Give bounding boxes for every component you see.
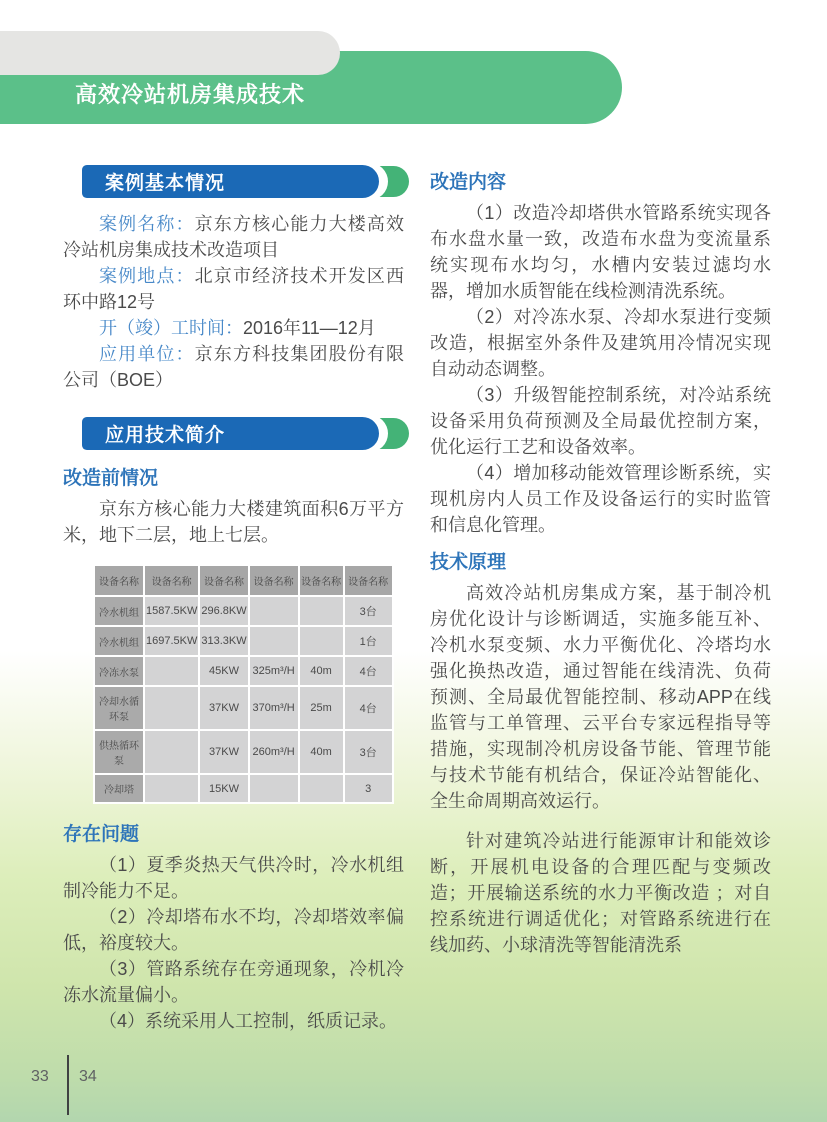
case-info-label: 案例名称：	[99, 214, 195, 234]
case-info-label: 开（竣）工时间：	[99, 318, 243, 338]
problem-item: （4）系统采用人工控制，纸质记录。	[99, 1011, 398, 1031]
table-cell: 1台	[345, 627, 392, 655]
table-cell	[145, 657, 198, 685]
table-header-cell: 设备名称	[345, 566, 392, 595]
problems-list	[63, 852, 404, 1034]
table-header-cell: 设备名称	[145, 566, 198, 595]
table-header-cell: 设备名称	[200, 566, 247, 595]
table-header-cell: 设备名称	[250, 566, 298, 595]
case-info-line: 案例地点：北京市经济技术开发区西环中路12号	[63, 266, 405, 312]
page-number-left: 33	[31, 1068, 49, 1085]
table-cell: 1697.5KW	[145, 627, 198, 655]
page-content	[63, 165, 771, 1034]
table-cell	[250, 597, 298, 625]
renovation-content-heading: 改造内容	[430, 172, 507, 193]
renovation-content-list	[430, 200, 771, 538]
section-banner-case-info	[82, 165, 409, 198]
table-cell: 4台	[345, 657, 392, 685]
footer-divider-line	[67, 1055, 69, 1115]
table-row-label: 冷冻水泵	[95, 657, 143, 685]
renovation-content-item: （2）对冷冻水泵、冷却水泵进行变频改造，根据室外条件及建筑用冷情况实现自动动态调整。	[430, 307, 771, 379]
renovation-content-item: （1）改造冷却塔供水管路系统实现各布水盘水量一致，改造布水盘为变流量系统实现布水均匀，水槽内安装过滤均水器，增加水质智能在线检测清洗系统。	[430, 203, 771, 301]
equipment-table-header-row	[95, 566, 392, 595]
table-cell: 40m	[300, 731, 343, 773]
table-cell: 3	[345, 775, 392, 802]
case-info-label: 案例地点：	[99, 266, 195, 286]
table-row-label: 冷水机组	[95, 597, 143, 625]
table-cell: 313.3KW	[200, 627, 247, 655]
problems-heading: 存在问题	[63, 824, 140, 845]
before-renovation-heading: 改造前情况	[63, 468, 159, 489]
technical-principle-paragraphs	[430, 580, 771, 958]
table-cell: 4台	[345, 687, 392, 729]
table-cell	[145, 731, 198, 773]
section-banner-tech-intro	[82, 417, 409, 450]
table-header-cell: 设备名称	[300, 566, 343, 595]
table-cell	[250, 775, 298, 802]
table-cell: 25m	[300, 687, 343, 729]
table-row	[95, 627, 392, 655]
table-cell: 37KW	[200, 687, 247, 729]
table-row	[95, 775, 392, 802]
table-cell: 3台	[345, 597, 392, 625]
table-cell: 3台	[345, 731, 392, 773]
technical-principle-paragraph: 高效冷站机房集成方案，基于制冷机房优化设计与诊断调适，实施多能互补、冷机水泵变频、水力平衡优化、冷塔均水强化换热改造，通过智能在线清洗、负荷预测、全局最优智能控制、移动APP在线监管与工单管理、云平台专家远程指导等措施，实现制冷机房设备节能、管理节能与技术节能有机结合，保证冷站智能化、全生命周期高效运行。	[430, 583, 771, 811]
technical-principle-paragraph: 针对建筑冷站进行能源审计和能效诊断，开展机电设备的合理匹配与变频改造；开展输送系统的水力平衡改造 ；对自控系统进行调适优化；对管路系统进行在线加药、小球清洗等智能清洗系	[430, 831, 771, 955]
page-title: 高效冷站机房集成技术	[75, 82, 306, 107]
before-renovation-paragraph: 京东方核心能力大楼建筑面积6万平方米，地下二层，地上七层。	[63, 499, 404, 545]
table-cell: 260m³/H	[250, 731, 298, 773]
table-cell: 15KW	[200, 775, 247, 802]
banner-label: 案例基本情况	[82, 165, 379, 198]
problem-item: （3）管路系统存在旁通现象，冷机冷冻水流量偏小。	[63, 959, 404, 1005]
left-column	[63, 165, 404, 1034]
table-cell	[250, 627, 298, 655]
technical-principle-heading: 技术原理	[430, 552, 507, 573]
table-row-label: 冷水机组	[95, 627, 143, 655]
case-info-line: 案例名称：京东方核心能力大楼高效冷站机房集成技术改造项目	[63, 214, 405, 260]
table-row	[95, 657, 392, 685]
banner-label: 应用技术简介	[82, 417, 379, 450]
table-row-label: 冷却塔	[95, 775, 143, 802]
table-row	[95, 597, 392, 625]
page-number-right: 34	[79, 1068, 97, 1085]
table-cell: 370m³/H	[250, 687, 298, 729]
problem-item: （2）冷却塔布水不均，冷却塔效率偏低，裕度较大。	[63, 907, 404, 953]
table-cell: 37KW	[200, 731, 247, 773]
renovation-content-item: （4）增加移动能效管理诊断系统，实现机房内人员工作及设备运行的实时监管和信息化管理。	[430, 463, 771, 535]
table-cell: 1587.5KW	[145, 597, 198, 625]
table-cell	[300, 627, 343, 655]
table-cell: 40m	[300, 657, 343, 685]
right-column	[430, 165, 771, 1034]
table-cell	[300, 597, 343, 625]
case-info-line: 开（竣）工时间：2016年11—12月	[99, 318, 376, 338]
case-info-label: 应用单位：	[99, 344, 195, 364]
table-cell: 325m³/H	[250, 657, 298, 685]
table-cell	[300, 775, 343, 802]
case-info-line: 应用单位：京东方科技集团股份有限公司（BOE）	[63, 344, 405, 390]
case-info-list	[63, 211, 404, 393]
table-row	[95, 731, 392, 773]
problem-item: （1）夏季炎热天气供冷时，冷水机组制冷能力不足。	[63, 855, 404, 901]
table-cell	[145, 687, 198, 729]
table-cell	[145, 775, 198, 802]
renovation-content-item: （3）升级智能控制系统，对冷站系统设备采用负荷预测及全局最优控制方案，优化运行工艺和设备效率。	[430, 385, 771, 457]
equipment-table	[93, 564, 394, 804]
table-header-cell: 设备名称	[95, 566, 143, 595]
equipment-table-body	[95, 597, 392, 802]
table-cell: 296.8KW	[200, 597, 247, 625]
table-cell: 45KW	[200, 657, 247, 685]
table-row-label: 供热循环泵	[95, 731, 143, 773]
table-row	[95, 687, 392, 729]
table-row-label: 冷却水循环泵	[95, 687, 143, 729]
